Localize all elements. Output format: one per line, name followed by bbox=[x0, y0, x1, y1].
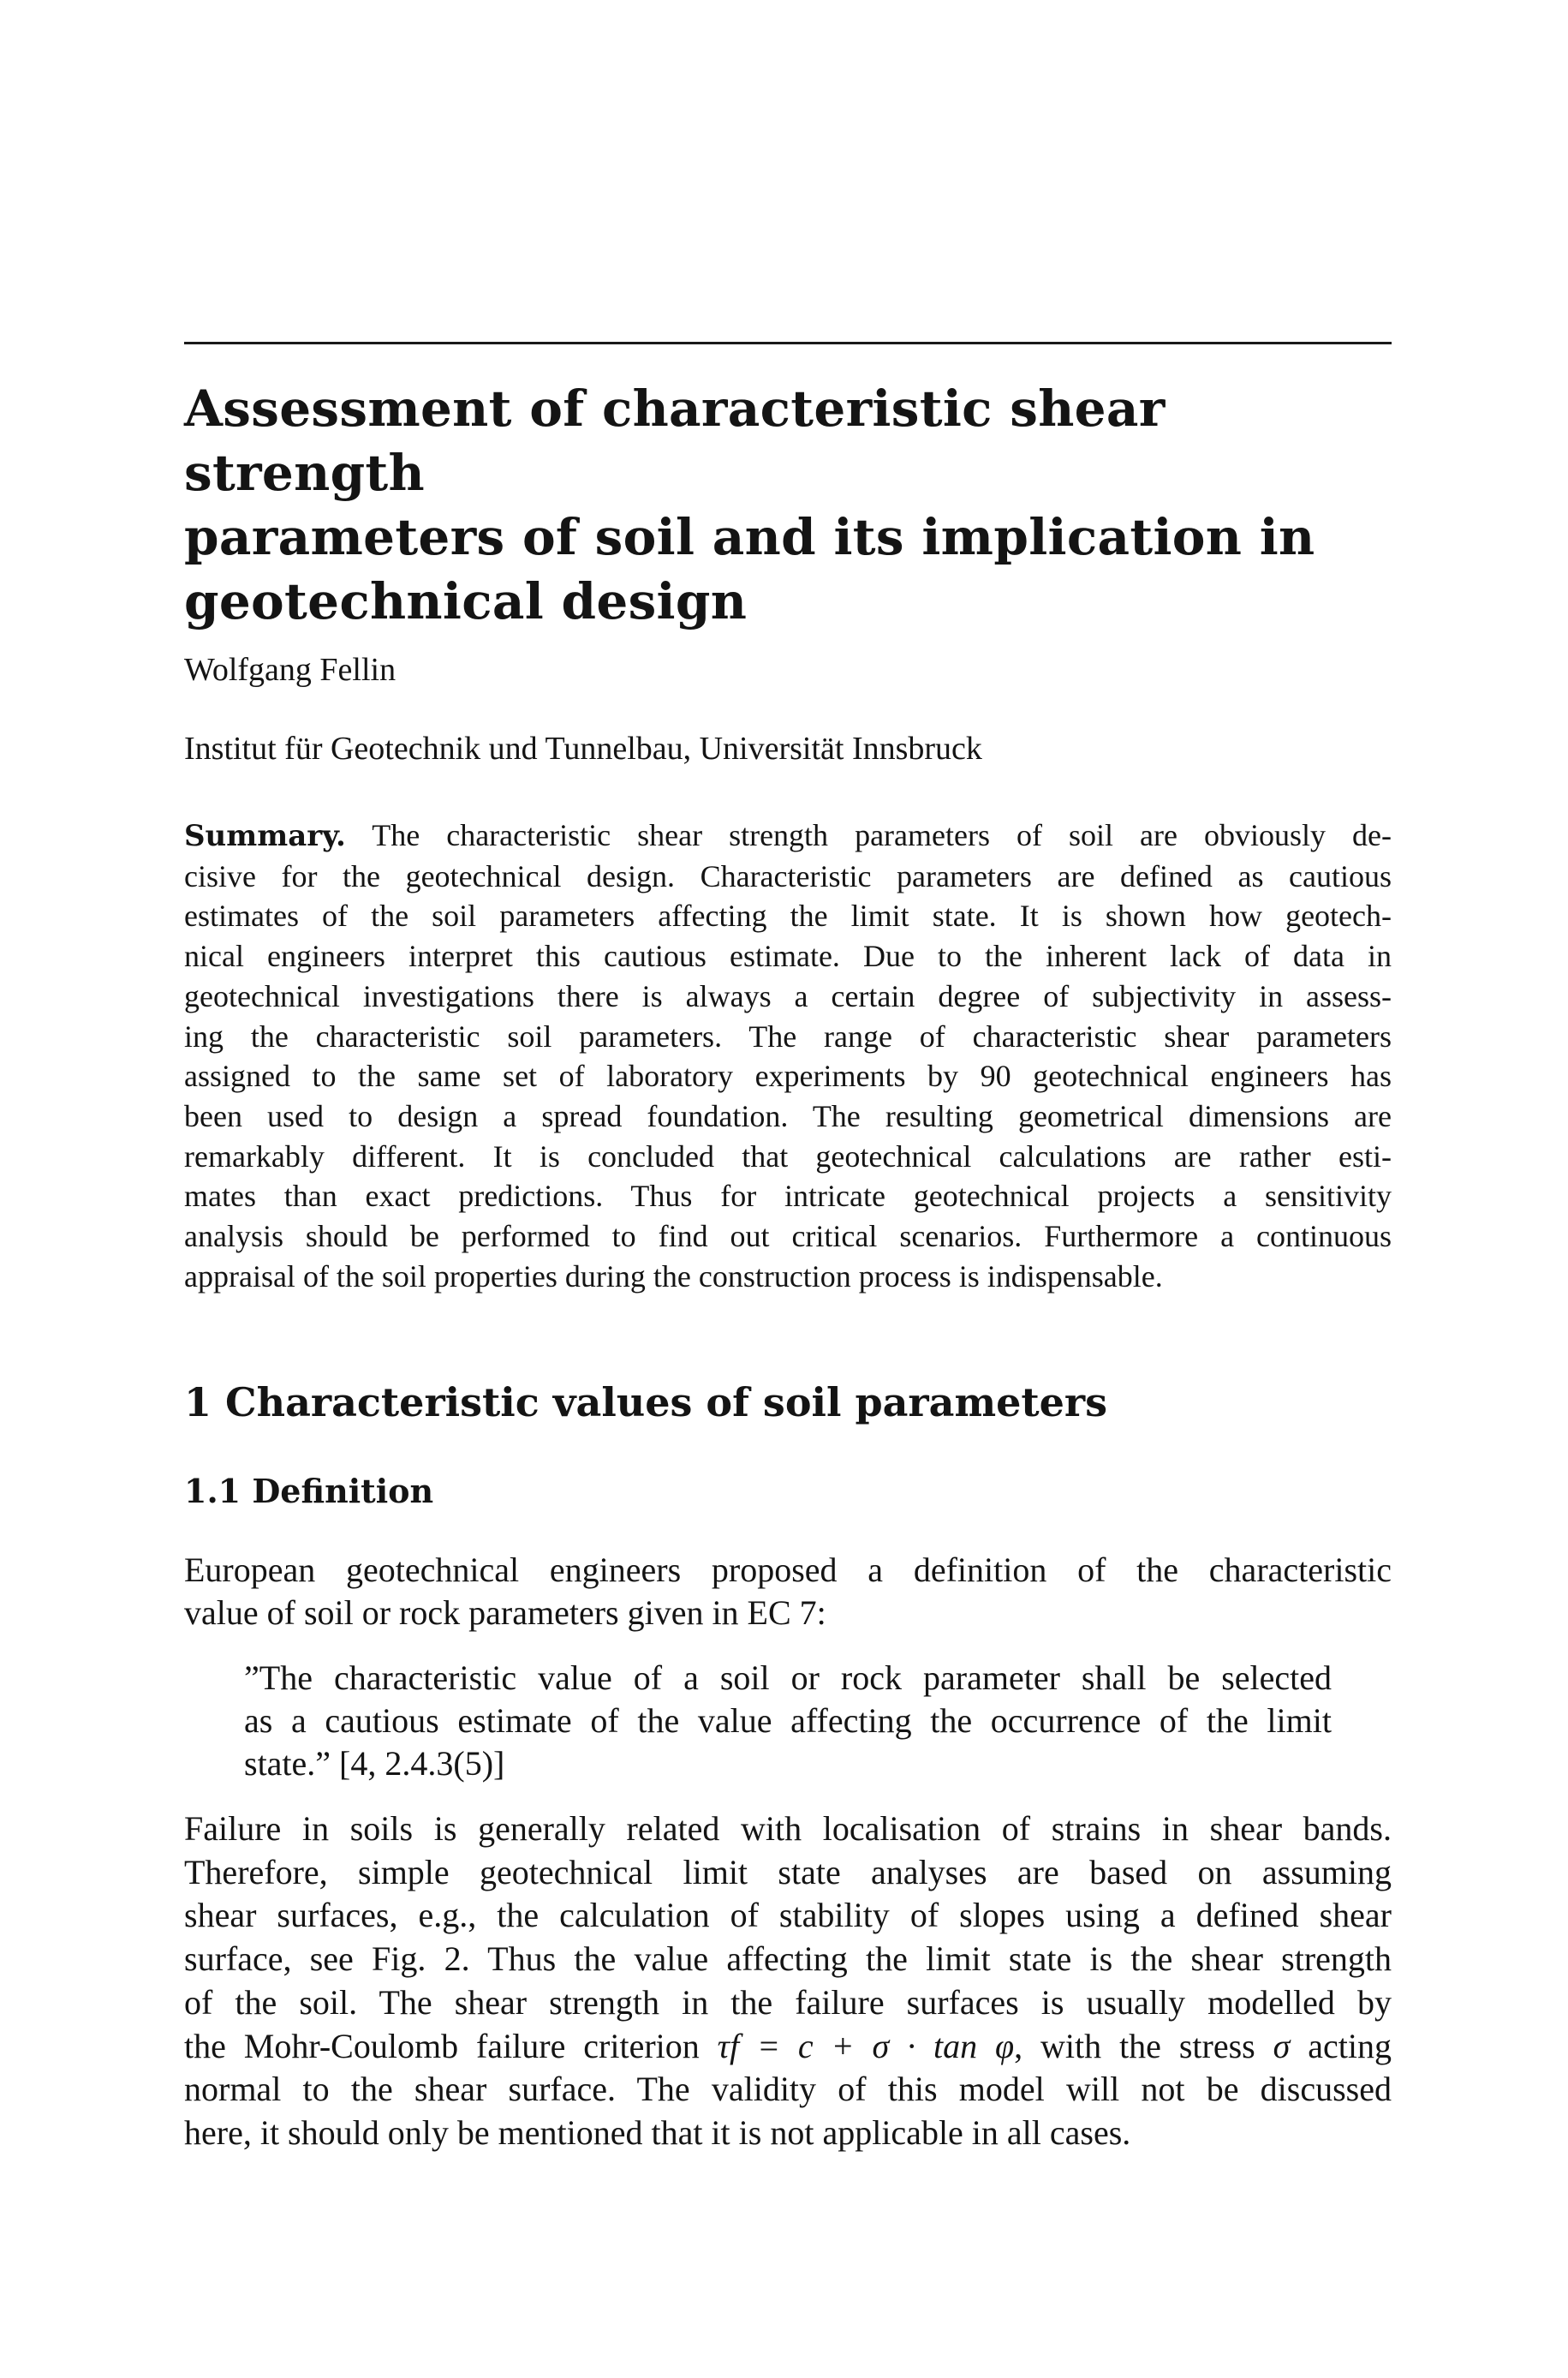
abstract-line: estimates of the soil parameters affecting the limit state. It is shown how geotech- bbox=[184, 899, 1392, 934]
abstract-line: remarkably different. It is concluded that geotechnical calculations are rather esti- bbox=[184, 1138, 1392, 1174]
paper-title bbox=[184, 377, 1392, 634]
quote-line: ”The characteristic value of a soil or rock parameter shall be selected bbox=[244, 1658, 1332, 1697]
body-paragraph bbox=[184, 1807, 1392, 2155]
paragraph-line: Therefore, simple geotechnical limit state analyses are based on assuming bbox=[184, 1852, 1392, 1891]
title-rule bbox=[184, 342, 1392, 344]
abstract-label: Summary. bbox=[184, 819, 346, 853]
abstract-line: appraisal of the soil properties during the construction process is indispensable. bbox=[184, 1258, 1163, 1294]
abstract-line: analysis should be performed to find out critical scenarios. Furthermore a continuous bbox=[184, 1219, 1392, 1254]
paragraph-line: surface, see Fig. 2. Thus the value affecting the limit state is the shear strength bbox=[184, 1939, 1392, 1979]
abstract-line: Summary. The characteristic shear strength parameters of soil are obviously de- bbox=[184, 818, 1392, 853]
title-line: geotechnical design bbox=[184, 572, 748, 630]
subsection-heading: 1.1 Definition bbox=[184, 1472, 434, 1510]
section-heading: 1 Characteristic values of soil parameters bbox=[184, 1379, 1108, 1425]
abstract-line: geotechnical investigations there is always a certain degree of subjectivity in assess- bbox=[184, 978, 1392, 1013]
author-name: Wolfgang Fellin bbox=[184, 652, 396, 688]
paragraph-line: value of soil or rock parameters given in EC 7: bbox=[184, 1593, 826, 1632]
paragraph-line: the Mohr-Coulomb failure criterion τf = c + σ · tan φ, with the stress σ acting bbox=[184, 2026, 1392, 2065]
paragraph-line: shear surfaces, e.g., the calculation of stability of slopes using a defined shear bbox=[184, 1896, 1392, 1935]
abstract-line: ing the characteristic soil parameters. The range of characteristic shear parameters bbox=[184, 1019, 1392, 1054]
paragraph-line: normal to the shear surface. The validity of this model will not be discussed bbox=[184, 2070, 1392, 2109]
paragraph-line: of the soil. The shear strength in the failure surfaces is usually modelled by bbox=[184, 1982, 1392, 2022]
ec7-definition-quote bbox=[244, 1657, 1332, 1785]
abstract-line: assigned to the same set of laboratory experiments by 90 geotechnical engineers has bbox=[184, 1059, 1392, 1094]
abstract-line: nical engineers interpret this cautious estimate. Due to the inherent lack of data in bbox=[184, 939, 1392, 974]
paragraph-line: here, it should only be mentioned that it is not applicable in all cases. bbox=[184, 2112, 1131, 2152]
abstract bbox=[184, 816, 1392, 1296]
quote-line: state.” [4, 2.4.3(5)] bbox=[244, 1744, 505, 1783]
abstract-line: cisive for the geotechnical design. Characteristic parameters are defined as cautious bbox=[184, 858, 1392, 893]
paragraph-line: European geotechnical engineers proposed a definition of the characteristic bbox=[184, 1550, 1392, 1589]
title-line: parameters of soil and its implication in bbox=[184, 508, 1315, 566]
body-paragraph bbox=[184, 1549, 1392, 1634]
paragraph-line: Failure in soils is generally related with localisation of strains in shear bands. bbox=[184, 1809, 1392, 1848]
sigma-symbol: σ bbox=[1273, 2026, 1291, 2065]
abstract-line: been used to design a spread foundation. The resulting geometrical dimensions are bbox=[184, 1098, 1392, 1133]
abstract-line: mates than exact predictions. Thus for intricate geotechnical projects a sensitivity bbox=[184, 1179, 1392, 1214]
author-affiliation: Institut für Geotechnik und Tunnelbau, Universität Innsbruck bbox=[184, 731, 982, 767]
title-line: Assessment of characteristic shear strength bbox=[184, 379, 1166, 502]
quote-line: as a cautious estimate of the value affecting the occurrence of the limit bbox=[244, 1701, 1332, 1740]
mohr-coulomb-formula: τf = c + σ · tan φ bbox=[717, 2026, 1015, 2065]
